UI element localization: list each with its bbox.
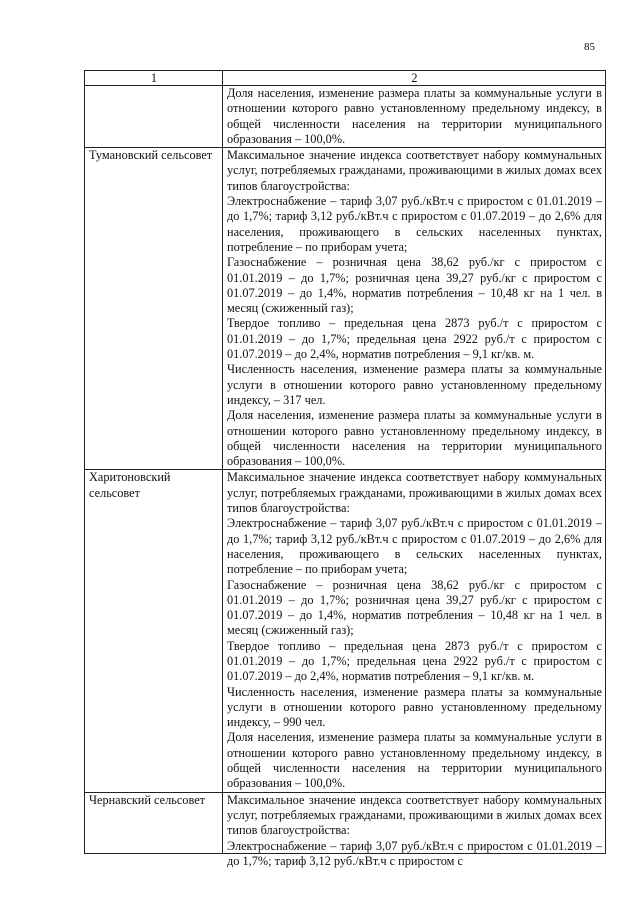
paragraph: Численность населения, изменение размера платы за коммунальные услуги в отношении которого равно установленному предельному индексу, – 317 чел. (227, 362, 602, 407)
paragraph: Максимальное значение индекса соответствует набору коммунальных услуг, потребляемых гражданами, проживающими в жилых домах всех типов благоустройства: (227, 470, 602, 516)
paragraph: Численность населения, изменение размера платы за коммунальные услуги в отношении которого равно установленному предельному индексу, – 990 чел. (227, 684, 602, 730)
paragraph: Доля населения, изменение размера платы за коммунальные услуги в отношении которого равно установленному предельному индексу, в общей численности населения на территории муниципального образования – 100,0%. (227, 730, 602, 791)
indicator-description (223, 148, 606, 470)
paragraph: Газоснабжение – розничная цена 38,62 руб./кг с приростом с 01.01.2019 – до 1,7%; розничная цена 39,27 руб./кг с приростом с 01.07.2019 – до 1,4%, норматив потребления – 10,48 кг на 1 чел. в месяц (сжиженный газ); (227, 577, 602, 638)
indicator-description (223, 470, 606, 792)
municipality-name: Тумановский сельсовет (85, 148, 223, 470)
cut-off-content (227, 792, 602, 868)
column-header-1: 1 (85, 71, 223, 86)
paragraph: Твердое топливо – предельная цена 2873 руб./т с приростом с 01.01.2019 – до 1,7%; предельная цена 2922 руб./т с приростом с 01.07.2019 – до 2,4%, норматив потребления – 9,1 кг/кв. м. (227, 638, 602, 684)
paragraph: Газоснабжение – розничная цена 38,62 руб./кг с приростом с 01.01.2019 – до 1,7%; розничная цена 39,27 руб./кг с приростом с 01.07.2019 – до 1,4%, норматив потребления – 10,48 кг на 1 чел. в месяц (сжиженный газ); (227, 255, 602, 316)
table-header-row (85, 71, 606, 86)
paragraph: Электроснабжение – тариф 3,07 руб./кВт.ч с приростом с 01.01.2019 – до 1,7%; тариф 3,12 руб./кВт.ч с приростом с 01.07.2019 – до 2,6% для населения, проживающего в сельских населенных пунктах, потребление – по приборам учета; (227, 516, 602, 577)
paragraph: Электроснабжение – тариф 3,07 руб./кВт.ч с приростом с 01.01.2019 – до 1,7%; тариф 3,12 руб./кВт.ч с приростом с 01.07.2019 – до 2,6% для населения, проживающего в сельских населенных пунктах, потребление – по приборам учета; (227, 194, 602, 254)
paragraph: Твердое топливо – предельная цена 2873 руб./т с приростом с 01.01.2019 – до 1,7%; предельная цена 2922 руб./т с приростом с 01.07.2019 – до 2,4%, норматив потребления – 9,1 кг/кв. м. (227, 316, 602, 362)
indicator-description (223, 792, 606, 868)
column-header-2: 2 (223, 71, 606, 86)
table-row (85, 148, 606, 470)
municipality-name: Харитоновский сельсовет (85, 470, 223, 792)
indicator-description (223, 86, 606, 148)
paragraph: Максимальное значение индекса соответствует набору коммунальных услуг, потребляемых гражданами, проживающими в жилых домах всех типов благоустройства: (227, 792, 602, 838)
municipality-name: Чернавский сельсовет (85, 792, 223, 853)
paragraph: Максимальное значение индекса соответствует набору коммунальных услуг, потребляемых гражданами, проживающими в жилых домах всех типов благоустройства: (227, 148, 602, 193)
paragraph: Доля населения, изменение размера платы за коммунальные услуги в отношении которого равно установленному предельному индексу, в общей численности населения на территории муниципального образования – 100,0%. (227, 86, 602, 146)
table-row (85, 792, 606, 853)
municipal-index-table (84, 70, 606, 868)
paragraph: Доля населения, изменение размера платы за коммунальные услуги в отношении которого равно установленному предельному индексу, в общей численности населения на территории муниципального образования – 100,0%. (227, 408, 602, 469)
paragraph: Электроснабжение – тариф 3,07 руб./кВт.ч с приростом с 01.01.2019 – до 1,7%; тариф 3,12 руб./кВт.ч с приростом с (227, 838, 602, 868)
page-number: 85 (584, 41, 595, 53)
table-row (85, 86, 606, 148)
municipality-name (85, 86, 223, 148)
table-row (85, 470, 606, 792)
